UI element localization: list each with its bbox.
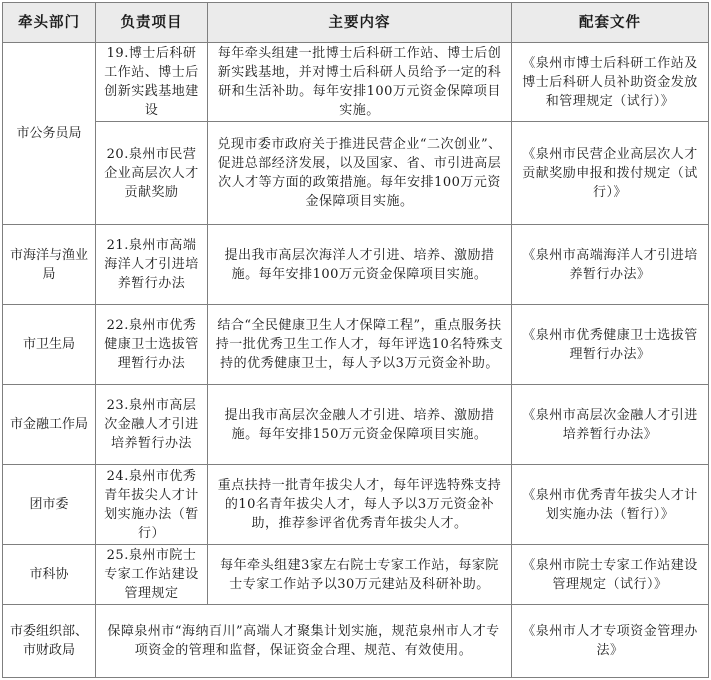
content-cell: 提出我市高层次金融人才引进、培养、激励措施。每年安排150万元资金保障项目实施。 (208, 385, 512, 465)
table-row (3, 43, 709, 122)
content-cell: 每年牵头组建一批博士后科研工作站、博士后创新实践基地，并对博士后科研人员给予一定的科研和生活补助。每年安排100万元资金保障项目实施。 (208, 43, 512, 122)
project-cell: 25.泉州市院士专家工作站建设管理规定 (96, 545, 208, 605)
department-cell: 市海洋与渔业局 (3, 225, 96, 305)
table-row (3, 385, 709, 465)
table-row (3, 122, 709, 225)
table-row (3, 545, 709, 605)
project-cell: 24.泉州市优秀青年拔尖人才计划实施办法（暂行） (96, 465, 208, 545)
header-content: 主要内容 (208, 3, 512, 43)
document-cell: 《泉州市院士专家工作站建设管理规定（试行）》 (512, 545, 709, 605)
table-row (3, 305, 709, 385)
header-department: 牵头部门 (3, 3, 96, 43)
document-cell: 《泉州市博士后科研工作站及博士后科研人员补助资金发放和管理规定（试行）》 (512, 43, 709, 122)
department-cell: 市金融工作局 (3, 385, 96, 465)
department-cell: 市公务员局 (3, 43, 96, 225)
content-cell: 每年牵头组建3家左右院士专家工作站，每家院士专家工作站予以30万元建站及科研补助。 (208, 545, 512, 605)
content-cell: 重点扶持一批青年拔尖人才，每年评选特殊支持的10名青年拔尖人才，每人予以3万元资金补助，推荐参评省优秀青年拔尖人才。 (208, 465, 512, 545)
header-project: 负责项目 (96, 3, 208, 43)
department-cell: 市委组织部、市财政局 (3, 605, 96, 678)
department-cell: 市卫生局 (3, 305, 96, 385)
table-row (3, 465, 709, 545)
content-cell: 兑现市委市政府关于推进民营企业“二次创业”、促进总部经济发展，以及国家、省、市引进高层次人才等方面的政策措施。每年安排100万元资金保障项目实施。 (208, 122, 512, 225)
document-cell: 《泉州市优秀青年拔尖人才计划实施办法（暂行）》 (512, 465, 709, 545)
project-cell: 21.泉州市高端海洋人才引进培养暂行办法 (96, 225, 208, 305)
document-cell: 《泉州市高端海洋人才引进培养暂行办法》 (512, 225, 709, 305)
document-cell: 《泉州市人才专项资金管理办法》 (512, 605, 709, 678)
project-cell: 23.泉州市高层次金融人才引进培养暂行办法 (96, 385, 208, 465)
project-cell: 19.博士后科研工作站、博士后创新实践基地建设 (96, 43, 208, 122)
content-cell: 提出我市高层次海洋人才引进、培养、激励措施。每年安排100万元资金保障项目实施。 (208, 225, 512, 305)
header-document: 配套文件 (512, 3, 709, 43)
table-row (3, 605, 709, 678)
document-cell: 《泉州市民营企业高层次人才贡献奖励申报和拨付规定（试行）》 (512, 122, 709, 225)
document-cell: 《泉州市优秀健康卫士选拔管理暂行办法》 (512, 305, 709, 385)
department-cell: 团市委 (3, 465, 96, 545)
document-cell: 《泉州市高层次金融人才引进培养暂行办法》 (512, 385, 709, 465)
project-cell: 20.泉州市民营企业高层次人才贡献奖励 (96, 122, 208, 225)
content-cell: 结合“全民健康卫生人才保障工程”，重点服务扶持一批优秀卫生工作人才，每年评选10名特殊支持的优秀健康卫士，每人予以3万元资金补助。 (208, 305, 512, 385)
policy-table (2, 2, 709, 678)
content-cell-merged: 保障泉州市“海纳百川”高端人才聚集计划实施，规范泉州市人才专项资金的管理和监督，保证资金合理、规范、有效使用。 (96, 605, 512, 678)
table-row (3, 225, 709, 305)
header-row (3, 3, 709, 43)
department-cell: 市科协 (3, 545, 96, 605)
project-cell: 22.泉州市优秀健康卫士选拔管理暂行办法 (96, 305, 208, 385)
